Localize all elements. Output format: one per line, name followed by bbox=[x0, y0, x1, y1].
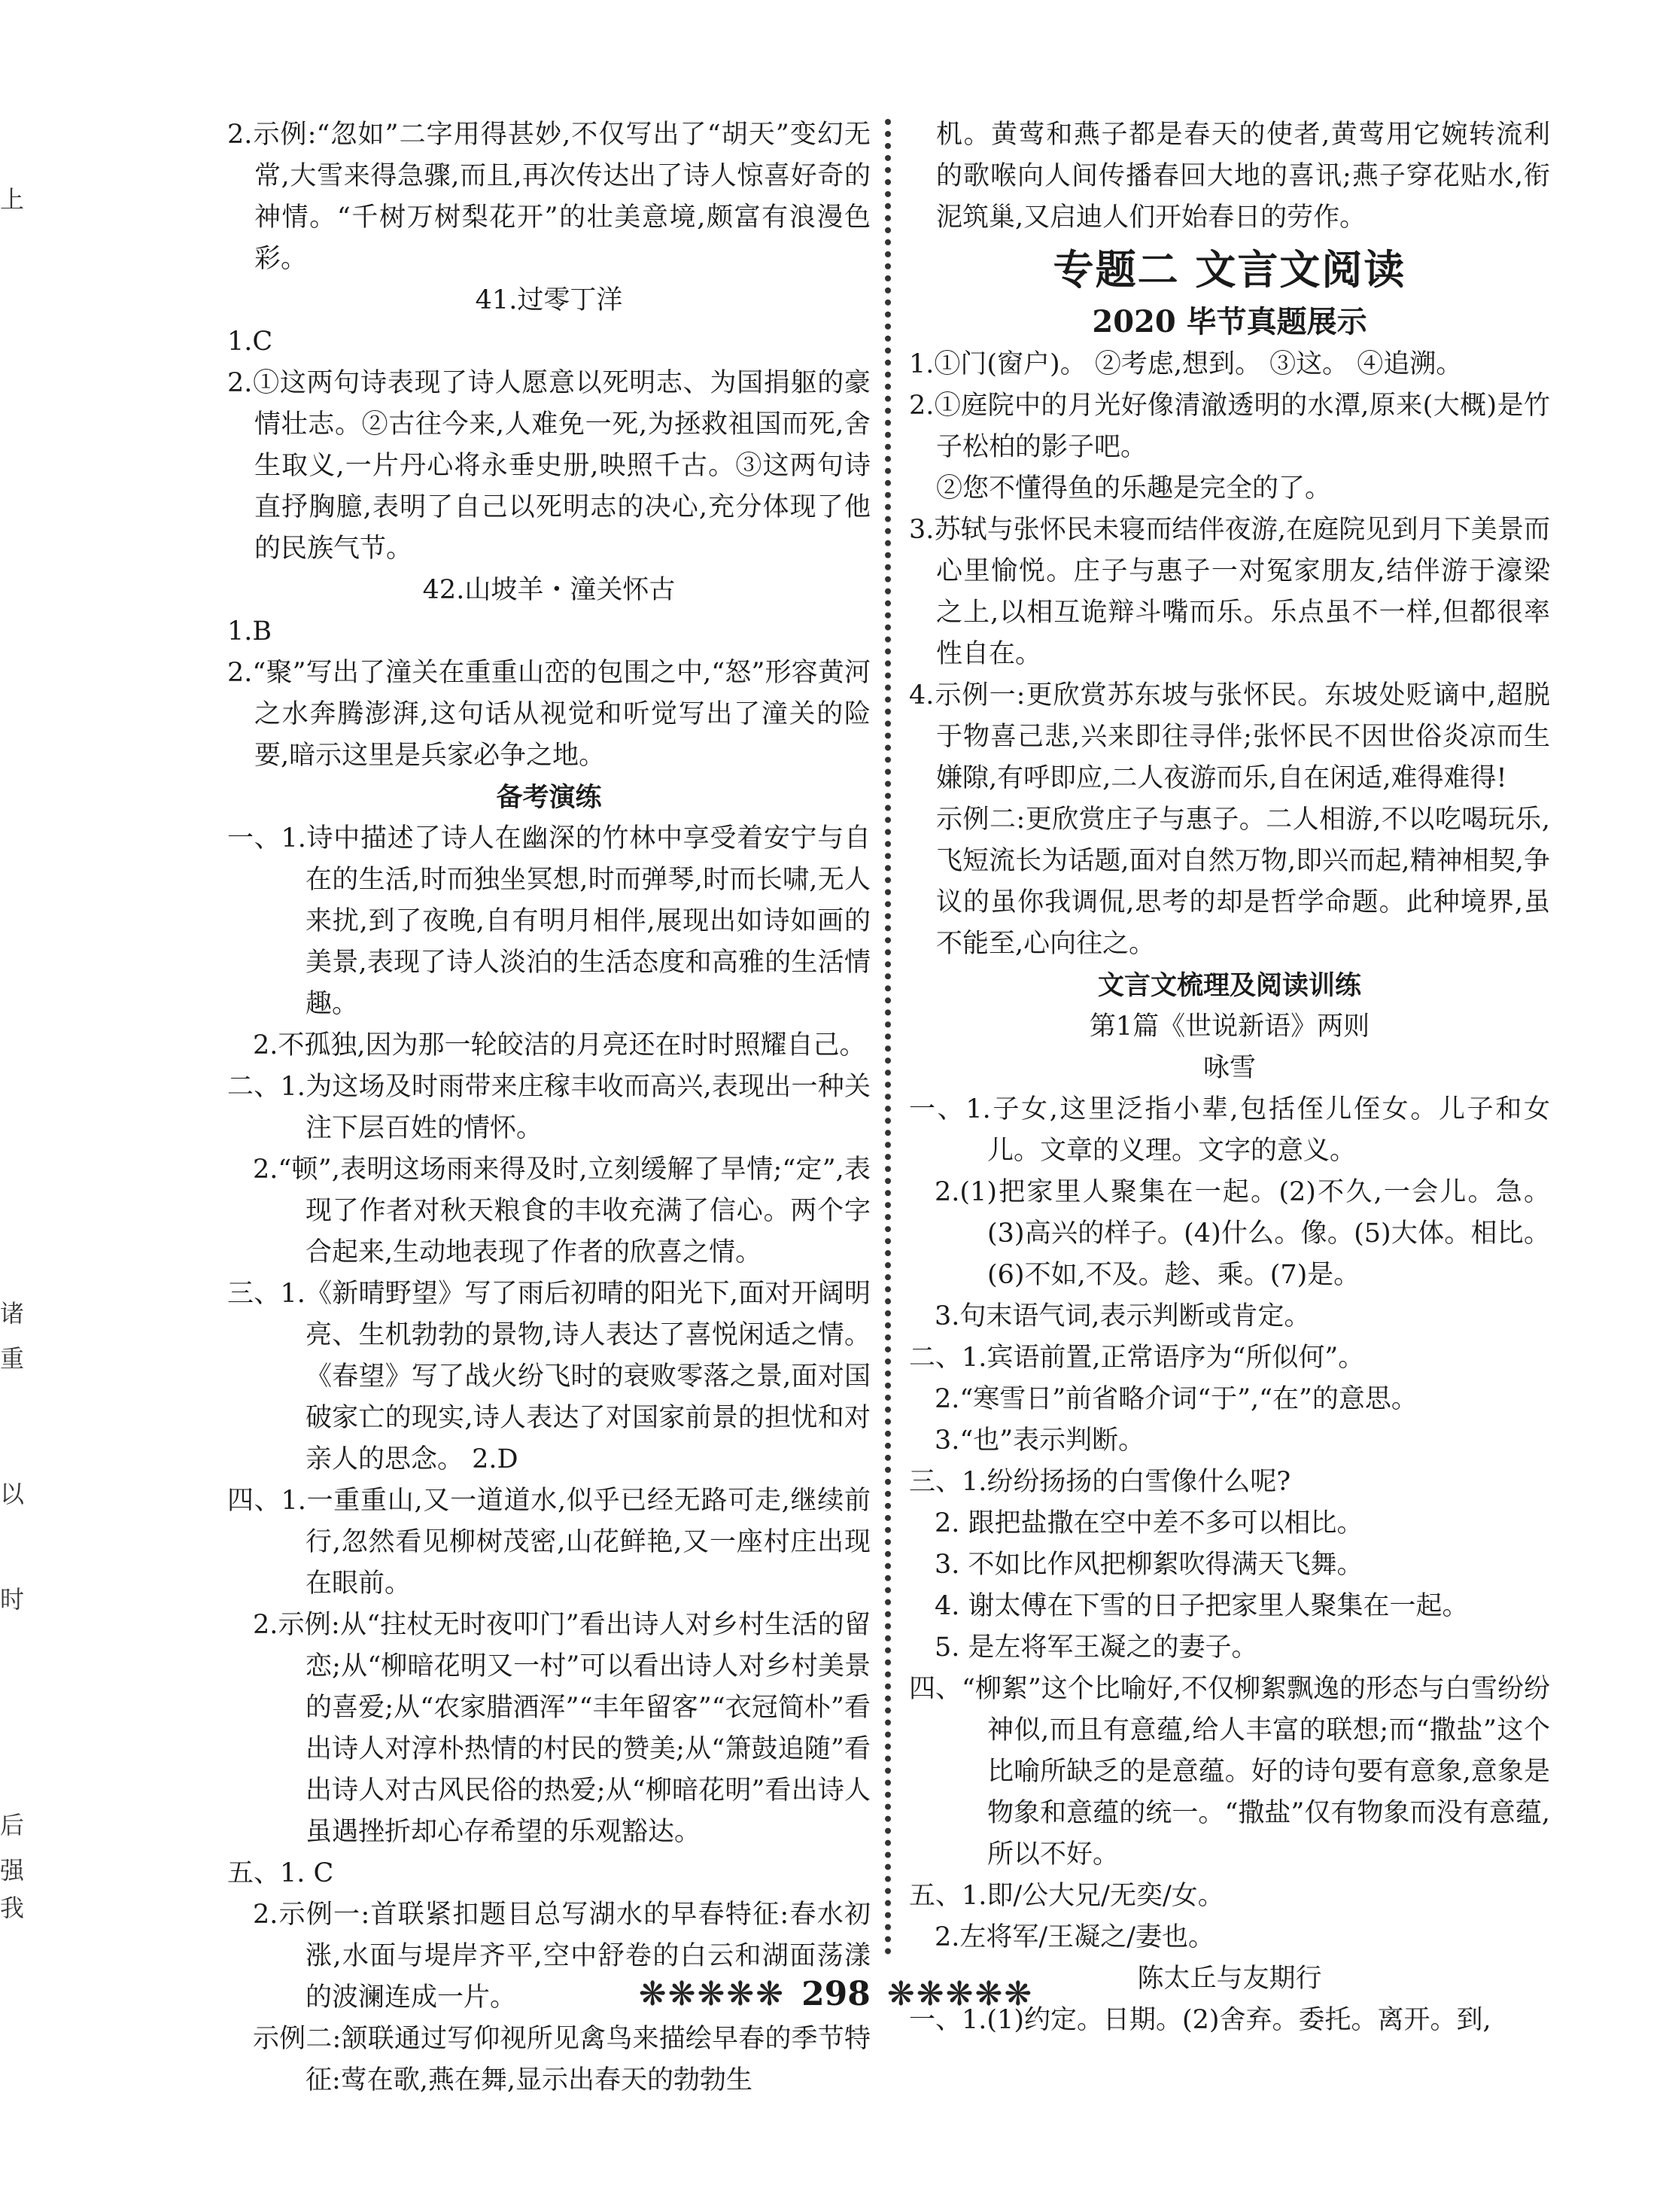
paragraph: 2.①这两句诗表现了诗人愿意以死明志、为国捐躯的豪情壮志。②古往今来,人难免一死,为拯救祖国而死,舍生取义,一片丹心将永垂史册,映照千古。③这两句诗直抒胸臆,表明了自己以死明志的决心,充分体现了他的民族气节。 bbox=[227, 368, 871, 564]
paragraph: 2.左将军/王凝之/妻也。 bbox=[935, 1922, 1214, 1952]
paragraph: ②您不懂得鱼的乐趣是完全的了。 bbox=[936, 473, 1332, 504]
paragraph: 一、1.子女,这里泛指小辈,包括侄儿侄女。儿子和女儿。文章的义理。文字的意义。 bbox=[909, 1094, 1550, 1166]
paragraph: 1.①门(窗户)。 ②考虑,想到。 ③这。 ④追溯。 bbox=[909, 349, 1463, 379]
section-title: 第1篇《世说新语》两则 bbox=[1089, 1012, 1370, 1042]
paragraph: 2.“聚”写出了潼关在重重山峦的包围之中,“怒”形容黄河之水奔腾澎湃,这句话从视觉和听觉写出了潼关的险要,暗示这里是兵家必争之地。 bbox=[227, 658, 871, 771]
paragraph: 4. 谢太傅在下雪的日子把家里人聚集在一起。 bbox=[935, 1591, 1469, 1621]
paragraph: 5. 是左将军王凝之的妻子。 bbox=[935, 1632, 1258, 1663]
paragraph: 2.“顿”,表明这场雨来得及时,立刻缓解了旱情;“定”,表现了作者对秋天粮食的丰收充满了信心。两个字合起来,生动地表现了作者的欣喜之情。 bbox=[253, 1155, 871, 1267]
paragraph: 一、1.诗中描述了诗人在幽深的竹林中享受着安宁与自在的生活,时而独坐冥想,时而弹琴,时而长啸,无人来扰,到了夜晚,自有明月相伴,展现出如诗如画的美景,表现了诗人淡泊的生活态度和高雅的生活情趣。 bbox=[227, 823, 871, 1019]
paragraph: 示例二:更欣赏庄子与惠子。二人相游,不以吃喝玩乐,飞短流长为话题,面对自然万物,即兴而起,精神相契,争议的虽你我调侃,思考的却是哲学命题。此种境界,虽不能至,心向往之。 bbox=[936, 805, 1550, 959]
paragraph: 4.示例一:更欣赏苏东坡与张怀民。东坡处贬谪中,超脱于物喜己悲,兴来即往寻伴;张怀民不因世俗炎凉而生嫌隙,有呼即应,二人夜游而乐,自在闲适,难得难得! bbox=[909, 680, 1550, 793]
section-title: 咏雪 bbox=[1202, 1053, 1256, 1083]
paragraph: 二、1.宾语前置,正常语序为“所似何”。 bbox=[909, 1343, 1365, 1373]
section-heading: 备考演练 bbox=[496, 782, 602, 813]
section-title: 陈太丘与友期行 bbox=[1137, 1964, 1322, 1994]
paragraph: 2.(1)把家里人聚集在一起。(2)不久,一会儿。急。(3)高兴的样子。(4)什么。像。(5)大体。相比。(6)不如,不及。趁、乘。(7)是。 bbox=[935, 1177, 1550, 1290]
paragraph: 3.苏轼与张怀民未寝而结伴夜游,在庭院见到月下美景而心里愉悦。庄子与惠子一对冤家朋友,结伴游于濠梁之上,以相互诡辩斗嘴而乐。乐点虽不一样,但都很率性自在。 bbox=[909, 515, 1550, 669]
paragraph: 2. 跟把盐撒在空中差不多可以相比。 bbox=[935, 1508, 1363, 1538]
paragraph: 四、“柳絮”这个比喻好,不仅柳絮飘逸的形态与白雪纷纷神似,而且有意蕴,给人丰富的联想;而“撒盐”这个比喻所缺乏的是意蕴。好的诗句要有意象,意象是物象和意蕴的统一。“撒盐”仅有物象而没有意蕴,所以不好。 bbox=[909, 1674, 1550, 1870]
paragraph: 2.示例一:首联紧扣题目总写湖水的早春特征:春水初涨,水面与堤岸齐平,空中舒卷的白云和湖面荡漾的波澜连成一片。 bbox=[253, 1900, 871, 2013]
paragraph: 3.“也”表示判断。 bbox=[935, 1425, 1145, 1456]
paragraph: 五、1. C bbox=[227, 1858, 334, 1888]
paragraph: 二、1.为这场及时雨带来庄稼丰收而高兴,表现出一种关注下层百姓的情怀。 bbox=[227, 1072, 871, 1143]
paragraph: 五、1.即/公大兄/无奕/女。 bbox=[909, 1881, 1224, 1911]
edge-character: 诸 bbox=[0, 1299, 25, 1328]
paragraph: 1.C bbox=[227, 327, 273, 357]
paragraph: 机。黄莺和燕子都是春天的使者,黄莺用它婉转流利的歌喉向人间传播春回大地的喜讯;燕子穿花贴水,衔泥筑巢,又启迪人们开始春日的劳作。 bbox=[936, 120, 1550, 233]
left-edge-bleed bbox=[0, 0, 23, 2212]
chapter-heading: 专题二 文言文阅读 bbox=[1053, 245, 1406, 294]
paragraph: 三、1.纷纷扬扬的白雪像什么呢? bbox=[909, 1467, 1291, 1497]
paragraph: 2.示例:“忽如”二字用得甚妙,不仅写出了“胡天”变幻无常,大雪来得急骤,而且,再次传达出了诗人惊喜好奇的神情。“千树万树梨花开”的壮美意境,颇富有浪漫色彩。 bbox=[227, 120, 871, 274]
section-title: 42.山坡羊・潼关怀古 bbox=[422, 575, 676, 605]
edge-character: 强 bbox=[0, 1856, 25, 1885]
paragraph: 3. 不如比作风把柳絮吹得满天飞舞。 bbox=[935, 1550, 1363, 1580]
paragraph: 1.B bbox=[227, 616, 272, 647]
column-divider bbox=[885, 119, 891, 1955]
paragraph: 示例二:颔联通过写仰视所见禽鸟来描绘早春的季节特征:莺在歌,燕在舞,显示出春天的勃勃生 bbox=[253, 2024, 871, 2095]
paragraph: 2.①庭院中的月光好像清澈透明的水潭,原来(大概)是竹子松柏的影子吧。 bbox=[909, 391, 1550, 462]
edge-character: 后 bbox=[0, 1811, 25, 1839]
edge-character: 时 bbox=[0, 1585, 25, 1614]
edge-character: 上 bbox=[0, 185, 25, 214]
section-heading: 文言文梳理及阅读训练 bbox=[1097, 970, 1361, 1001]
page-number: 298 bbox=[801, 1975, 871, 2013]
paragraph: 2.“寒雪日”前省略介词“于”,“在”的意思。 bbox=[935, 1384, 1418, 1414]
edge-character: 以 bbox=[0, 1480, 25, 1508]
paragraph: 三、1.《新晴野望》写了雨后初晴的阳光下,面对开阔明亮、生机勃勃的景物,诗人表达了喜悦闲适之情。《春望》写了战火纷飞时的衰败零落之景,面对国破家亡的现实,诗人表达了对国家前景的担忧和对亲人的思念。 2.D bbox=[227, 1279, 871, 1474]
section-heading: 2020 毕节真题展示 bbox=[1092, 304, 1367, 339]
paragraph: 四、1.一重重山,又一道道水,似乎已经无路可走,继续前行,忽然看见柳树茂密,山花鲜艳,又一座村庄出现在眼前。 bbox=[227, 1486, 871, 1599]
page-footer bbox=[0, 1972, 1672, 2017]
left-column bbox=[227, 114, 871, 2101]
paragraph: 2.不孤独,因为那一轮皎洁的月亮还在时时照耀自己。 bbox=[253, 1030, 866, 1060]
paragraph: 3.句末语气词,表示判断或肯定。 bbox=[935, 1301, 1311, 1331]
footer-ornament-right: ❋❋❋❋❋ bbox=[886, 1975, 1034, 2013]
section-title: 41.过零丁洋 bbox=[475, 285, 623, 315]
right-column bbox=[909, 114, 1550, 2041]
paragraph: 一、1.(1)约定。日期。(2)舍弃。委托。离开。到, bbox=[909, 2005, 1491, 2035]
edge-character: 我 bbox=[0, 1894, 25, 1922]
footer-ornament-left: ❋❋❋❋❋ bbox=[638, 1975, 786, 2013]
paragraph: 2.示例:从“拄杖无时夜叩门”看出诗人对乡村生活的留恋;从“柳暗花明又一村”可以看出诗人对乡村美景的喜爱;从“农家腊酒浑”“丰年留客”“衣冠简朴”看出诗人对淳朴热情的村民的赞美;从“箫鼓追随”看出诗人对古风民俗的热爱;从“柳暗花明”看出诗人虽遇挫折却心存希望的乐观豁达。 bbox=[253, 1610, 871, 1847]
edge-character: 重 bbox=[0, 1344, 25, 1373]
